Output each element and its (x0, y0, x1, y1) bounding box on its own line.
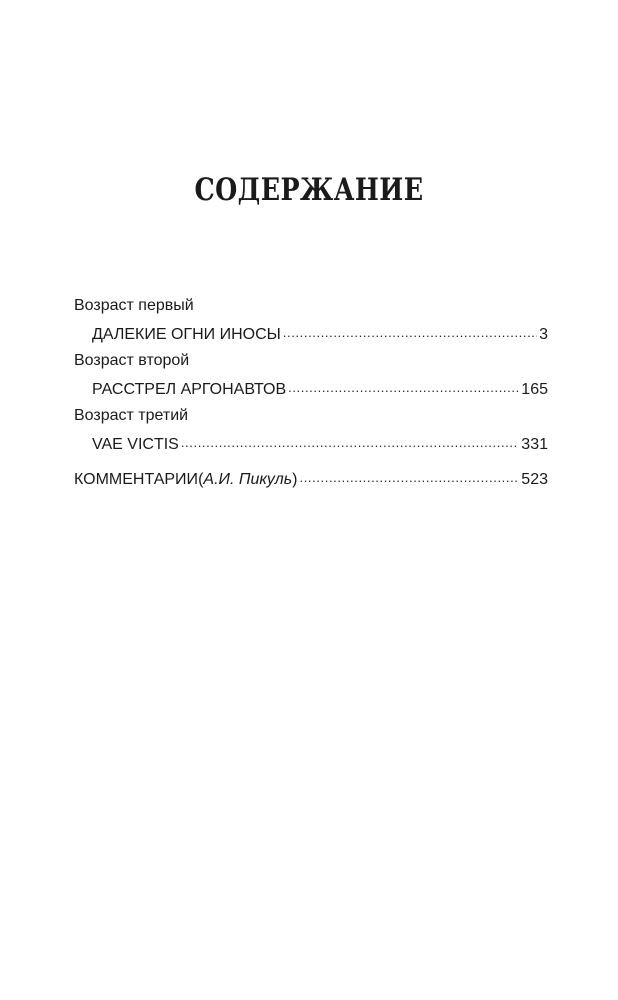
toc-part-1 (74, 293, 548, 345)
toc-part-label: Возраст второй (74, 352, 190, 369)
toc-entry[interactable] (74, 374, 548, 400)
toc-entry-title: РАССТРЕЛ АРГОНАВТОВ (92, 381, 287, 398)
toc-entry-author-note: А.И. Пикуль (203, 471, 293, 488)
toc-part-3 (74, 403, 548, 455)
toc-entry-page-number: 165 (521, 381, 548, 398)
toc-entry[interactable] (74, 319, 548, 345)
toc-entry[interactable] (74, 429, 548, 455)
toc-entry-page-number: 331 (521, 436, 548, 453)
dot-leader (288, 374, 519, 394)
dot-leader (181, 429, 519, 449)
dot-leader (283, 319, 537, 339)
table-of-contents (74, 293, 548, 490)
toc-entry-commentary[interactable] (74, 464, 548, 490)
toc-entry-title: КОММЕНТАРИИ (74, 471, 199, 488)
toc-part-label: Возраст третий (74, 407, 189, 424)
toc-entry-title: VAE VICTIS (92, 436, 179, 453)
page-title: СОДЕРЖАНИЕ (194, 172, 424, 208)
toc-entry-page-number: 3 (539, 326, 548, 343)
toc-part-label: Возраст первый (74, 297, 194, 314)
toc-entry-title: ДАЛЕКИЕ ОГНИ ИНОСЫ (92, 326, 281, 343)
paren-open: ( (198, 471, 204, 488)
paren-close: ) (292, 471, 298, 488)
toc-part-2 (74, 348, 548, 400)
dot-leader (299, 464, 519, 484)
toc-entry-page-number: 523 (521, 471, 548, 488)
